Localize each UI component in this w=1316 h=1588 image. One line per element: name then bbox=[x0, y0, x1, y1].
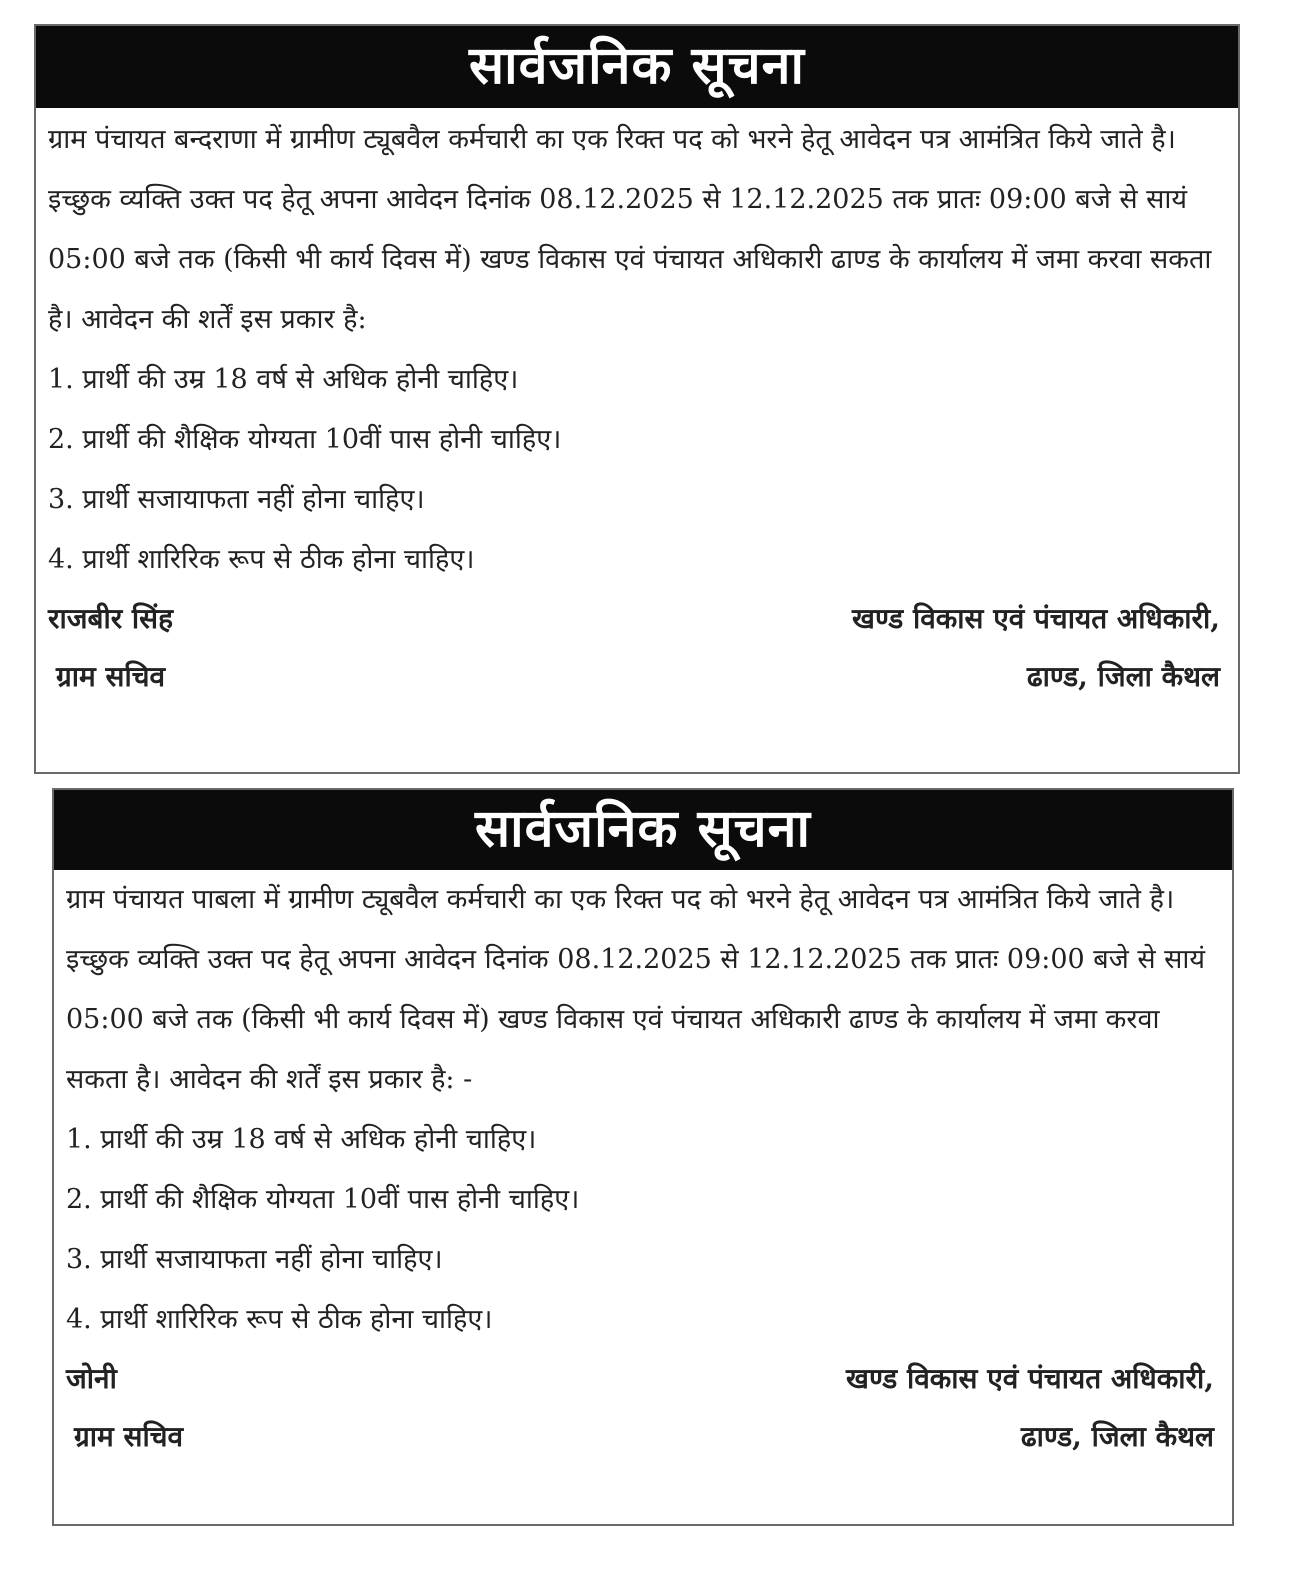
issuing-authority bbox=[852, 590, 1224, 706]
condition-item: 3. प्रार्थी सजायाफता नहीं होना चाहिए। bbox=[48, 484, 425, 515]
condition-item: 3. प्रार्थी सजायाफता नहीं होना चाहिए। bbox=[66, 1244, 443, 1275]
notice-title: सार्वजनिक सूचना bbox=[36, 26, 1238, 108]
conditions-list bbox=[48, 350, 1224, 590]
signatory-title: ग्राम सचिव bbox=[74, 1420, 184, 1453]
issuing-authority bbox=[846, 1350, 1218, 1466]
notice-intro-paragraph: ग्राम पंचायत बन्दराणा में ग्रामीण ट्यूबवैल कर्मचारी का एक रिक्त पद को भरने हेतू आवेदन पत्र आमंत्रित किये जाते है। इच्छुक व्यक्ति उक्त पद हेतू अपना आवेदन दिनांक 08.12.2025 से 12.12.2025 तक प्रातः 09:00 बजे से सायं 05:00 बजे तक (किसी भी कार्य दिवस में) खण्ड विकास एवं पंचायत अधिकारी ढाण्ड के कार्यालय में जमा करवा सकता है। आवेदन की शर्तें इस प्रकार है: bbox=[48, 124, 1212, 335]
condition-item: 2. प्रार्थी की शैक्षिक योग्यता 10वीं पास होनी चाहिए। bbox=[48, 424, 562, 455]
condition-item: 4. प्रार्थी शारिरिक रूप से ठीक होना चाहिए। bbox=[66, 1304, 493, 1335]
signature-block bbox=[66, 1350, 1218, 1466]
notice-title: सार्वजनिक सूचना bbox=[54, 790, 1232, 870]
condition-item: 1. प्रार्थी की उम्र 18 वर्ष से अधिक होनी चाहिए। bbox=[48, 364, 519, 395]
condition-item: 2. प्रार्थी की शैक्षिक योग्यता 10वीं पास होनी चाहिए। bbox=[66, 1184, 580, 1215]
public-notice-pabla bbox=[52, 788, 1234, 1526]
signature-block bbox=[48, 590, 1224, 706]
public-notice-bandrana bbox=[34, 24, 1240, 774]
signatory-name: जोनी bbox=[66, 1362, 117, 1395]
notice-intro-paragraph: ग्राम पंचायत पाबला में ग्रामीण ट्यूबवैल कर्मचारी का एक रिक्त पद को भरने हेतू आवेदन पत्र आमंत्रित किये जाते है। इच्छुक व्यक्ति उक्त पद हेतू अपना आवेदन दिनांक 08.12.2025 से 12.12.2025 तक प्रातः 09:00 बजे से सायं 05:00 बजे तक (किसी भी कार्य दिवस में) खण्ड विकास एवं पंचायत अधिकारी ढाण्ड के कार्यालय में जमा करवा सकता है। आवेदन की शर्तें इस प्रकार है: - bbox=[66, 884, 1206, 1095]
signatory-name: राजबीर सिंह bbox=[48, 602, 173, 635]
authority-designation: खण्ड विकास एवं पंचायत अधिकारी, bbox=[846, 1362, 1214, 1395]
condition-item: 1. प्रार्थी की उम्र 18 वर्ष से अधिक होनी चाहिए। bbox=[66, 1124, 537, 1155]
signatory bbox=[48, 590, 173, 706]
authority-location: ढाण्ड, जिला कैथल bbox=[1026, 660, 1220, 693]
notice-body bbox=[54, 870, 1232, 1466]
signatory-title: ग्राम सचिव bbox=[56, 660, 166, 693]
authority-designation: खण्ड विकास एवं पंचायत अधिकारी, bbox=[852, 602, 1220, 635]
notice-body bbox=[36, 108, 1238, 706]
conditions-list bbox=[66, 1110, 1218, 1350]
signatory bbox=[66, 1350, 183, 1466]
authority-location: ढाण्ड, जिला कैथल bbox=[1020, 1420, 1214, 1453]
condition-item: 4. प्रार्थी शारिरिक रूप से ठीक होना चाहिए। bbox=[48, 544, 475, 575]
